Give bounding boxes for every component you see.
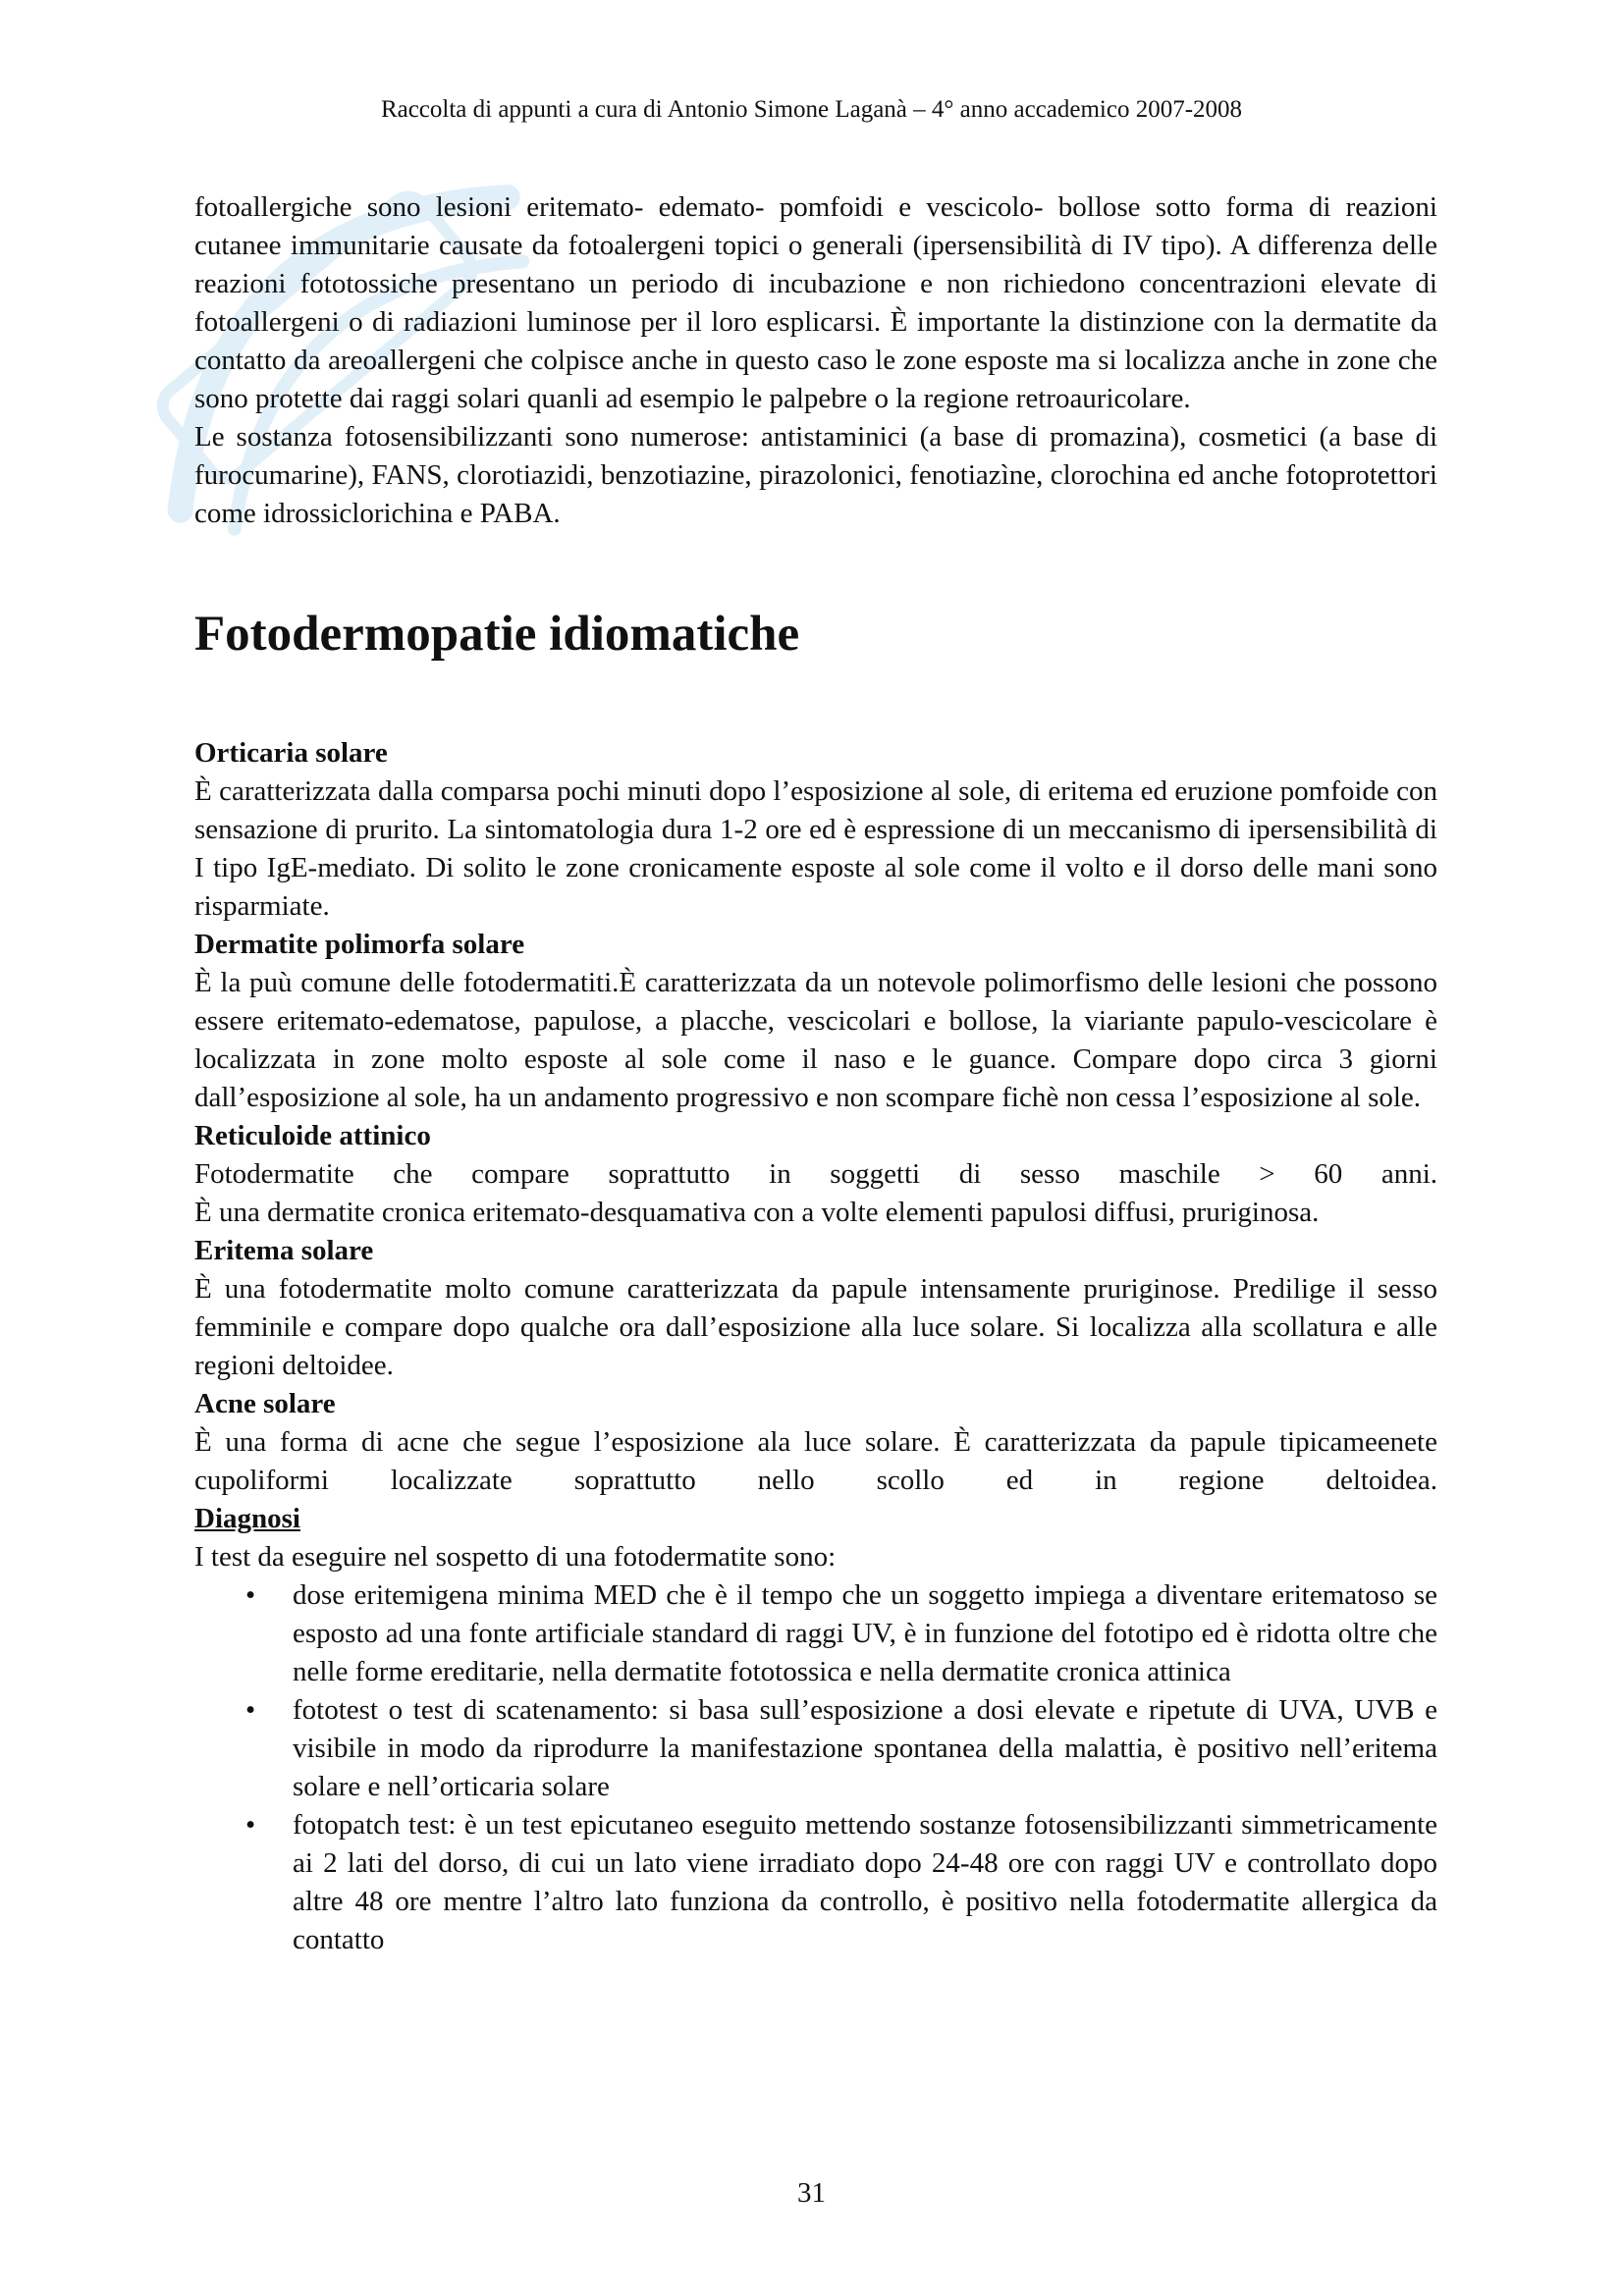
subsection-text: È una dermatite cronica eritemato-desquamativa con a volte elementi papulosi diffusi, pruriginosa.: [194, 1197, 1320, 1228]
bullet-icon: •: [245, 1809, 256, 1841]
subsection-text: È la puù comune delle fotodermatiti.È caratterizzata da un notevole polimorfismo delle lesioni che possono essere eritemato-edematose, papulose, a placche, vescicolari e bollose, la viariante papulo-vescicolare è localizzata in zone molto esposte al sole come il naso e le guance. Compare dopo circa 3 giorni dall’esposizione al sole, ha un andamento progressivo e non scompare fichè non cessa l’esposizione al sole.: [194, 967, 1437, 1113]
subsection-heading: Eritema solare: [194, 1235, 374, 1266]
intro-paragraph: Le sostanza fotosensibilizzanti sono numerose: antistaminici (a base di promazina), cosmetici (a base di furocumarine), FANS, clorotiazidi, benzotiazine, pirazolonici, fenotiazìne, clorochina ed anche fotoprotettori come idrossiclorichina e PABA.: [194, 421, 1437, 529]
subsection-text: È caratterizzata dalla comparsa pochi minuti dopo l’esposizione al sole, di eritema ed eruzione pomfoide con sensazione di prurito. La sintomatologia dura 1-2 ore ed è espressione di un meccanismo di ipersensibilità di I tipo IgE-mediato. Di solito le zone cronicamente esposte al sole come il volto e il dorso delle mani sono risparmiate.: [194, 775, 1437, 922]
subsection-text: È una forma di acne che segue l’esposizione ala luce solare. È caratterizzata da papule tipicameenete cupoliformi localizzate soprattutto nello scollo ed in regione deltoidea.: [194, 1426, 1437, 1496]
intro-paragraph: fotoallergiche sono lesioni eritemato- edemato- pomfoidi e vescicolo- bollose sotto forma di reazioni cutanee immunitarie causate da fotoalergeni topici o generali (ipersensibilità di IV tipo). A differenza delle reazioni fototossiche presentano un periodo di incubazione e non richiedono concentrazioni elevate di fotoallergeni o di radiazioni luminose per il loro esplicarsi. È importante la distinzione con la dermatite da contatto da areoallergeni che colpisce anche in questo caso le zone esposte ma si localizza anche in zone che sono protette dai raggi solari quanli ad esempio le palpebre o la regione retroauricolare.: [194, 191, 1437, 414]
subsection-heading: Acne solare: [194, 1388, 336, 1419]
list-item: [194, 1576, 1437, 1691]
subsection-heading: Orticaria solare: [194, 737, 388, 769]
bullet-icon: •: [245, 1579, 256, 1611]
diagnosi-heading: Diagnosi: [194, 1503, 300, 1534]
subsection-heading: Dermatite polimorfa solare: [194, 929, 525, 960]
page-number: 31: [797, 2177, 826, 2209]
list-item: [194, 1691, 1437, 1806]
subsection-heading: Reticuloide attinico: [194, 1120, 431, 1151]
page-content: [194, 188, 1437, 1959]
running-header: Raccolta di appunti a cura di Antonio Simone Laganà – 4° anno accademico 2007-2008: [380, 96, 1243, 123]
subsection-text: Fotodermatite che compare soprattutto in soggetti di sesso maschile > 60 anni.: [194, 1158, 1437, 1190]
section-title: Fotodermopatie idiomatiche: [194, 607, 800, 662]
diagnosi-intro: I test da eseguire nel sospetto di una fotodermatite sono:: [194, 1541, 837, 1573]
list-item-text: fototest o test di scatenamento: si basa sull’esposizione a dosi elevate e ripetute di UVA, UVB e visibile in modo da riprodurre la manifestazione spontanea della malattia, è positivo nell’eritema solare e nell’orticaria solare: [293, 1694, 1437, 1802]
bullet-icon: •: [245, 1694, 256, 1726]
subsection-text: È una fotodermatite molto comune caratterizzata da papule intensamente pruriginose. Predilige il sesso femminile e compare dopo qualche ora dall’esposizione alla luce solare. Si localizza alla scollatura e alle regioni deltoidee.: [194, 1273, 1437, 1381]
list-item: [194, 1806, 1437, 1959]
list-item-text: fotopatch test: è un test epicutaneo eseguito mettendo sostanze fotosensibilizzanti simmetricamente ai 2 lati del dorso, di cui un lato viene irradiato dopo 24-48 ore con raggi UV e controllato dopo altre 48 ore mentre l’altro lato funziona da controllo, è positivo nella fotodermatite allergica da contatto: [293, 1809, 1437, 1955]
diagnosi-test-list: [194, 1576, 1437, 1959]
list-item-text: dose eritemigena minima MED che è il tempo che un soggetto impiega a diventare eritematoso se esposto ad una fonte artificiale standard di raggi UV, è in funzione del fototipo ed è ridotta oltre che nelle forme ereditarie, nella dermatite fototossica e nella dermatite cronica attinica: [293, 1579, 1437, 1687]
